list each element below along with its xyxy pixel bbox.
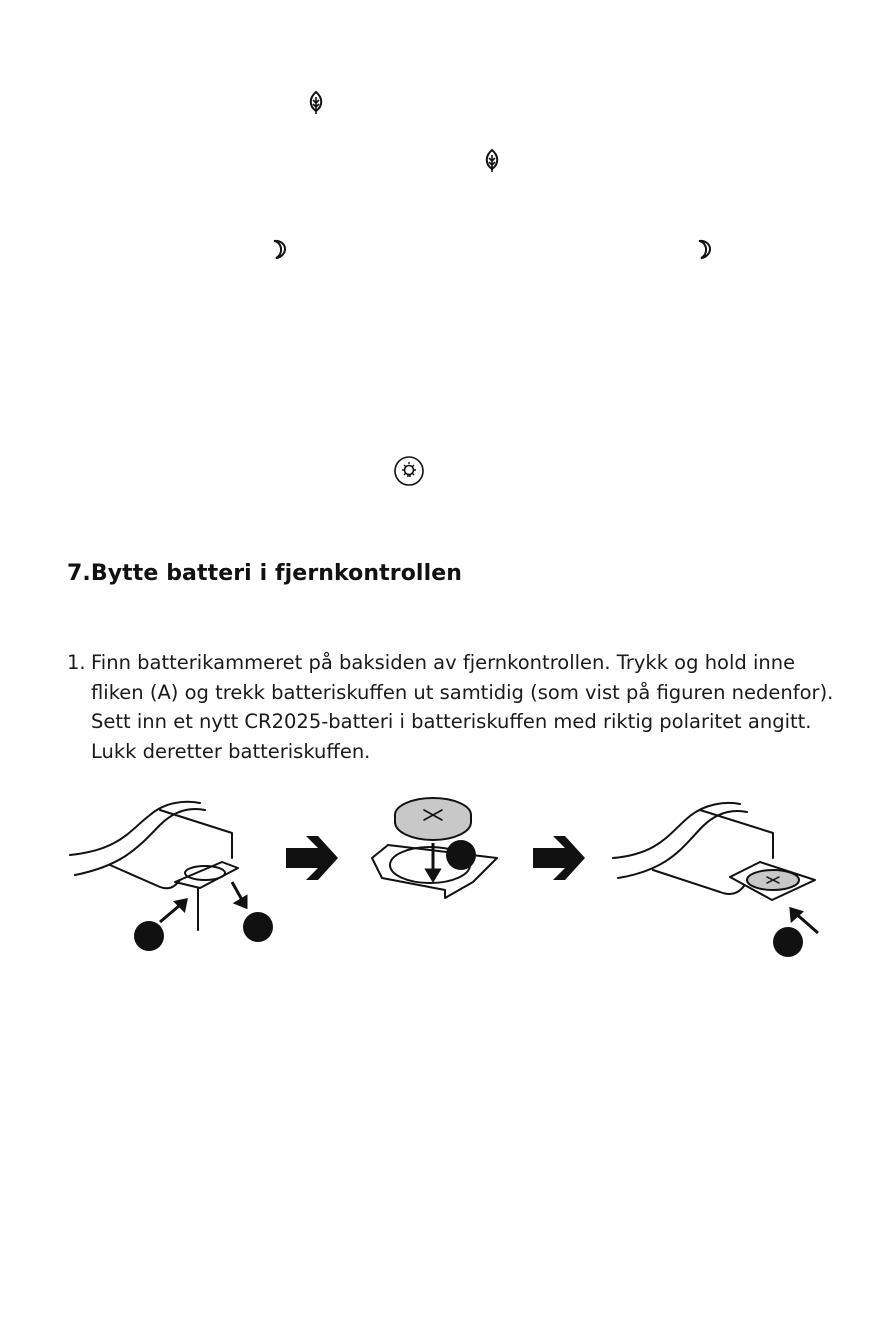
moon-icon	[268, 238, 288, 262]
step-number: 1.	[67, 651, 86, 674]
step-line: fliken (A) og trekk batteriskuffen ut samtidig (som vist på figuren nedenfor).	[91, 680, 834, 704]
step-line: Sett inn et nytt CR2025-batteri i batteriskuffen med riktig polaritet angitt.	[91, 710, 812, 733]
instruction-step	[67, 648, 867, 766]
remote-close-illustration	[613, 803, 815, 900]
leaf-icon	[305, 90, 327, 116]
remote-open-illustration	[70, 802, 238, 930]
section-heading: 7.Bytte batteri i fjernkontrollen	[67, 561, 462, 586]
moon-icon	[693, 238, 713, 262]
leaf-icon	[481, 148, 503, 174]
battery-replacement-illustration	[0, 770, 895, 970]
step-line: Finn batterikammeret på baksiden av fjernkontrollen. Trykk og hold inne	[91, 651, 796, 674]
step-line: Lukk deretter batteriskuffen.	[91, 739, 371, 763]
light-icon	[393, 455, 425, 487]
